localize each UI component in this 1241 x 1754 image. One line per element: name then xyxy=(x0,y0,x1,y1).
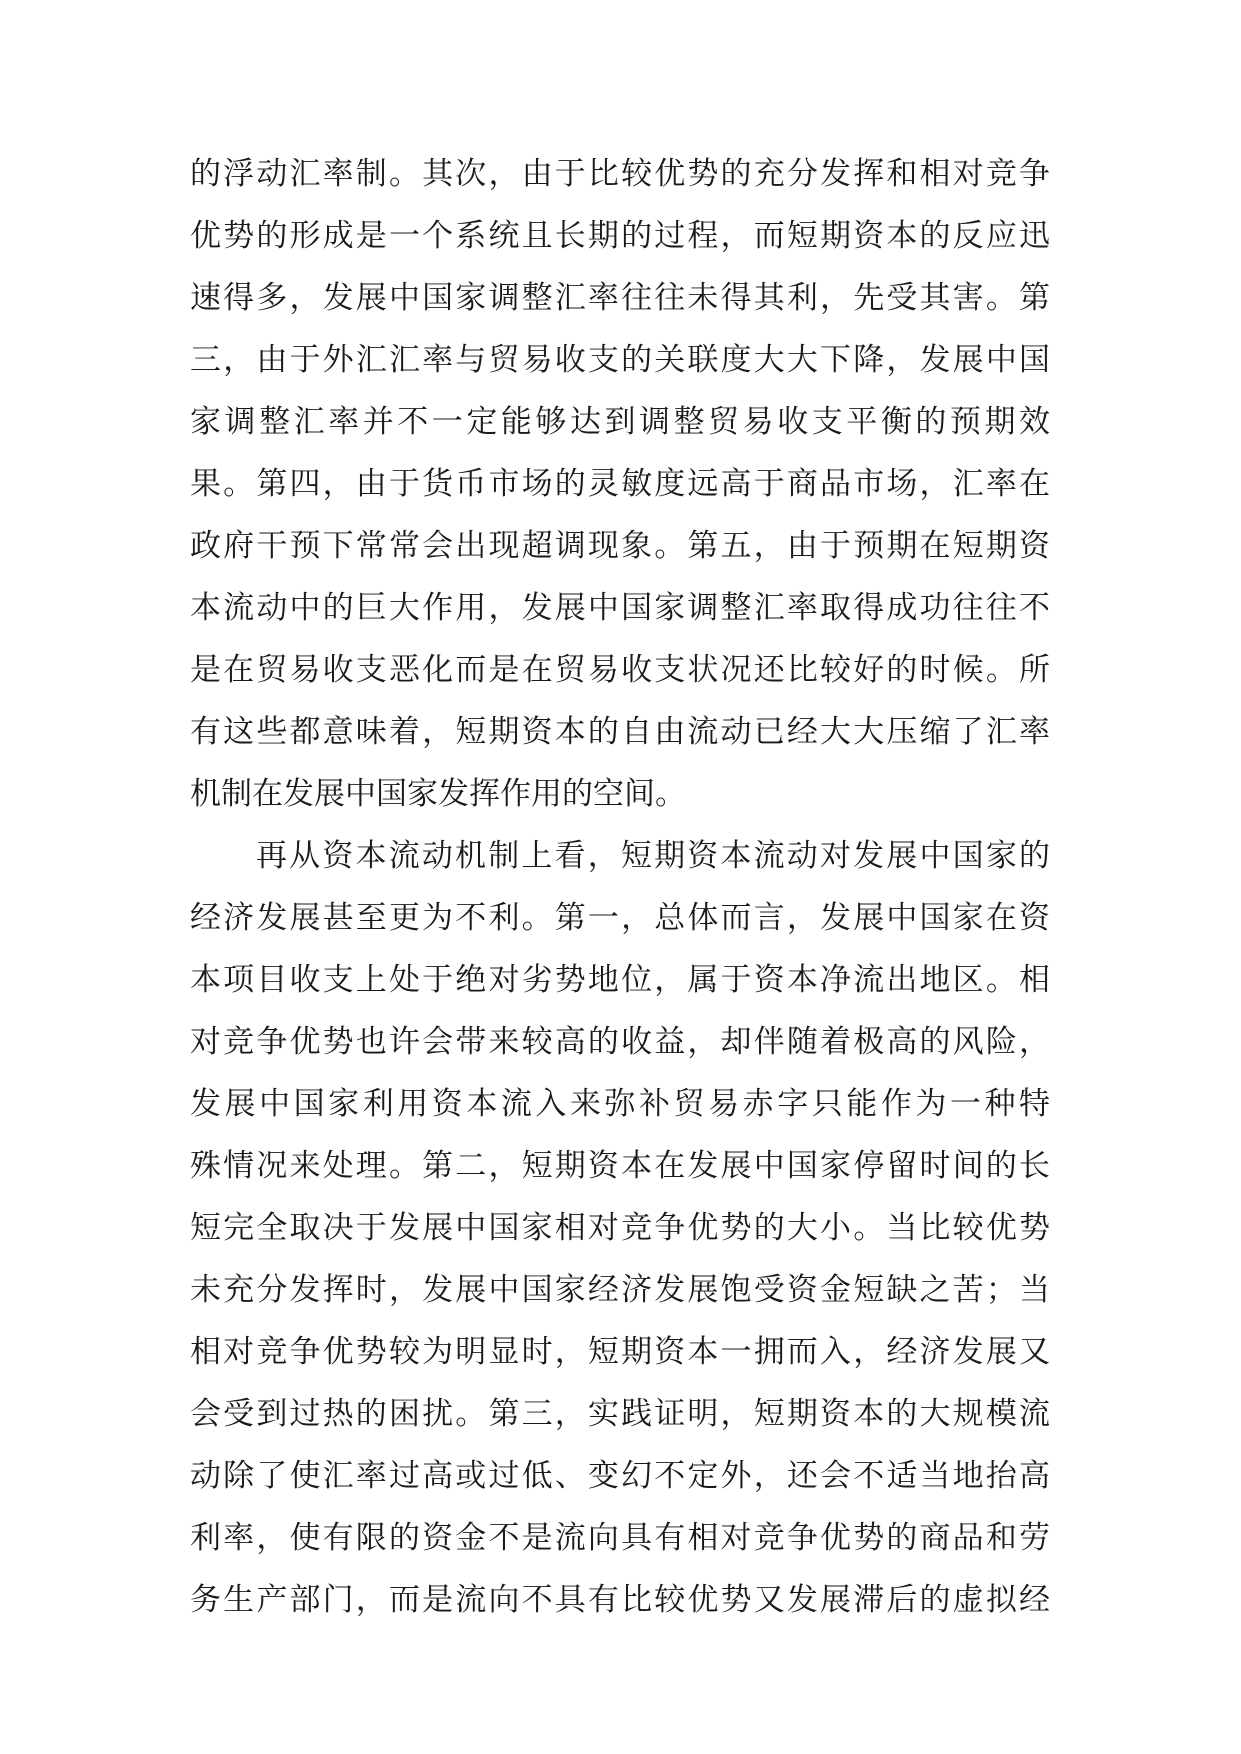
text-line: 本流动中的巨大作用，发展中国家调整汇率取得成功往往不 xyxy=(190,590,1050,626)
text-line: 政府干预下常常会出现超调现象。第五，由于预期在短期资 xyxy=(190,528,1050,564)
text-line: 家调整汇率并不一定能够达到调整贸易收支平衡的预期效 xyxy=(190,404,1050,440)
text-line: 殊情况来处理。第二，短期资本在发展中国家停留时间的长 xyxy=(190,1148,1050,1184)
text-line: 的浮动汇率制。其次，由于比较优势的充分发挥和相对竞争 xyxy=(190,156,1050,192)
text-line: 三，由于外汇汇率与贸易收支的关联度大大下降，发展中国 xyxy=(190,342,1050,378)
text-line: 对竞争优势也许会带来较高的收益，却伴随着极高的风险， xyxy=(190,1024,1050,1060)
text-line: 速得多，发展中国家调整汇率往往未得其利，先受其害。第 xyxy=(190,280,1050,316)
text-line: 果。第四，由于货币市场的灵敏度远高于商品市场，汇率在 xyxy=(190,466,1050,502)
text-line: 会受到过热的困扰。第三，实践证明，短期资本的大规模流 xyxy=(190,1396,1050,1432)
text-line: 短完全取决于发展中国家相对竞争优势的大小。当比较优势 xyxy=(190,1210,1050,1246)
text-line: 务生产部门，而是流向不具有比较优势又发展滞后的虚拟经 xyxy=(190,1582,1050,1618)
text-line: 优势的形成是一个系统且长期的过程，而短期资本的反应迅 xyxy=(190,218,1050,254)
text-line: 本项目收支上处于绝对劣势地位，属于资本净流出地区。相 xyxy=(190,962,1050,998)
text-line: 相对竞争优势较为明显时，短期资本一拥而入，经济发展又 xyxy=(190,1334,1050,1370)
text-line: 利率，使有限的资金不是流向具有相对竞争优势的商品和劳 xyxy=(190,1520,1050,1556)
text-line: 发展中国家利用资本流入来弥补贸易赤字只能作为一种特 xyxy=(190,1086,1050,1122)
text-line: 动除了使汇率过高或过低、变幻不定外，还会不适当地抬高 xyxy=(190,1458,1050,1494)
text-line: 经济发展甚至更为不利。第一，总体而言，发展中国家在资 xyxy=(190,900,1050,936)
paragraph-first-line: 再从资本流动机制上看，短期资本流动对发展中国家的 xyxy=(256,838,1050,874)
text-line: 未充分发挥时，发展中国家经济发展饱受资金短缺之苦；当 xyxy=(190,1272,1050,1308)
text-line-last: 机制在发展中国家发挥作用的空间。 xyxy=(190,776,686,812)
text-line: 是在贸易收支恶化而是在贸易收支状况还比较好的时候。所 xyxy=(190,652,1050,688)
text-line: 有这些都意味着，短期资本的自由流动已经大大压缩了汇率 xyxy=(190,714,1050,750)
